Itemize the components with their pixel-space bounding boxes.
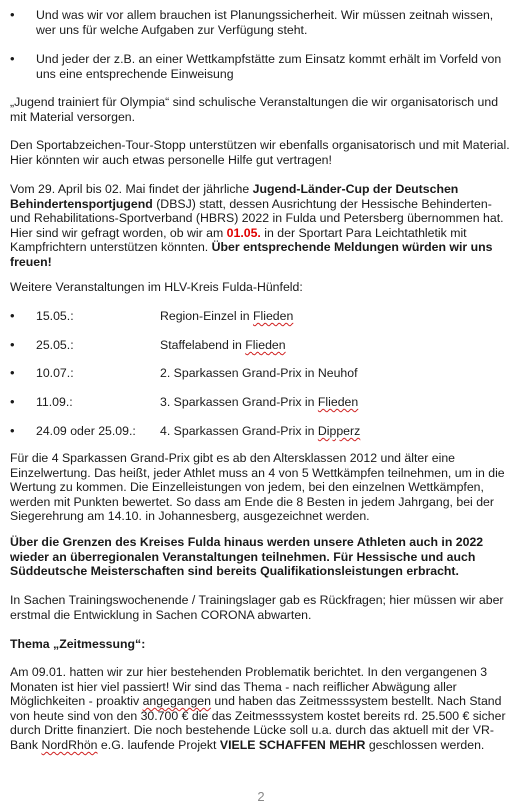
bullet-icon <box>10 424 30 439</box>
list-item <box>10 8 510 37</box>
paragraph-trainingslager: In Sachen Trainingswochenende / Trainingslager gab es Rückfragen; hier müssen wir aber erstmal die Entwicklung in Sachen CORONA abwarten. <box>10 593 504 622</box>
event-name: 3. Sparkassen Grand-Prix in Flieden <box>160 395 359 409</box>
paragraph-olympia: „Jugend trainiert für Olympia“ sind schulische Veranstaltungen die wir organisatorisch und mit Material versorgen. <box>10 95 499 124</box>
bullet-icon <box>10 338 30 353</box>
paragraph-sportabzeichen: Den Sportabzeichen-Tour-Stopp unterstützen wir ebenfalls organisatorisch und mit Material. Hier könnten wir auch etwas personelle Hilfe gut vertragen! <box>10 138 510 167</box>
event-date: 25.05.: <box>36 338 74 352</box>
paragraph-jugend-laender-cup: Vom 29. April bis 02. Mai findet der jährliche Jugend-Länder-Cup der Deutschen Behindertensportjugend (DBSJ) statt, dessen Ausrichtung der Hessische Behinderten- und Rehabilitations-Sportverband (HBRS) 2022 in Fulda und Petersberg übernommen hat. Hier sind wir gefragt worden, ob wir am 01.05. in der Sportart Para Leichtathletik mit Kampfrichtern unterstützen könnten. Über entsprechende Meldungen würden wir uns freuen! <box>10 182 504 269</box>
event-name: Region-Einzel in Flieden <box>160 309 294 323</box>
list-item-text: Und was wir vor allem brauchen ist Planungssicherheit. Wir müssen zeitnah wissen, wer uns für welche Aufgaben zur Verfügung steht. <box>36 8 494 37</box>
paragraph-zeitmessung: Am 09.01. hatten wir zur hier bestehenden Problematik berichtet. In den vergangenen 3 Monaten ist hier viel passiert! Wir sind das Thema - nach reiflicher Abwägung aller Möglichkeiten - proaktiv angegangen und haben das Zeitmesssystem bestellt. Nach Stand von heute sind von den 30.700 € die das Zeitmesssystem kostet bereits rd. 25.500 € sicher durch Dritte finanziert. Die noch bestehende Lücke soll u.a. durch das aktuell mit der VR-Bank NordRhön e.G. laufende Projekt VIELE SCHAFFEN MEHR geschlossen werden. <box>10 665 506 752</box>
page-number: 2 <box>257 789 265 804</box>
events-intro: Weitere Veranstaltungen im HLV-Kreis Fulda-Hünfeld: <box>10 280 303 294</box>
heading-zeitmessung: Thema „Zeitmessung“: <box>10 637 146 651</box>
highlight-date: 01.05. <box>226 225 261 240</box>
bullet-icon <box>10 309 30 324</box>
event-name: Staffelabend in Flieden <box>160 338 286 352</box>
bullet-icon <box>10 52 30 67</box>
event-date: 15.05.: <box>36 309 74 323</box>
bullet-icon <box>10 366 30 381</box>
event-date: 10.07.: <box>36 366 74 380</box>
event-date: 11.09.: <box>36 395 73 409</box>
paragraph-athleten: Über die Grenzen des Kreises Fulda hinaus werden unsere Athleten auch in 2022 wieder an überregionalen Veranstaltungen teilnehmen. Für Hessische und auch Süddeutsche Meisterschaften sind bereits Qualifikationsleistungen erbracht. <box>10 535 484 579</box>
list-item <box>10 52 510 81</box>
event-name: 2. Sparkassen Grand-Prix in Neuhof <box>160 366 358 380</box>
paragraph-grand-prix: Für die 4 Sparkassen Grand-Prix gibt es ab den Altersklassen 2012 und älter eine Einzelwertung. Das heißt, jeder Athlet muss an 4 von 5 Wettkämpfen teilnehmen, um in die Wertung zu kommen. Die Einzelleistungen von jedem, bei den einzelnen Wettkämpfen, werden mit Punkten bewertet. So dass am Ende die 8 Besten in jedem Jahrgang, bei der Siegerehrung am 14.10. in Johannesberg, ausgezeichnet werden. <box>10 451 505 524</box>
event-date: 24.09 oder 25.09.: <box>36 424 136 438</box>
bullet-icon <box>10 395 30 410</box>
bullet-icon <box>10 8 30 23</box>
event-name: 4. Sparkassen Grand-Prix in Dipperz <box>160 424 361 438</box>
list-item-text: Und jeder der z.B. an einer Wettkampfstätte zum Einsatz kommt erhält im Vorfeld von uns eine entsprechende Einweisung <box>36 52 502 81</box>
